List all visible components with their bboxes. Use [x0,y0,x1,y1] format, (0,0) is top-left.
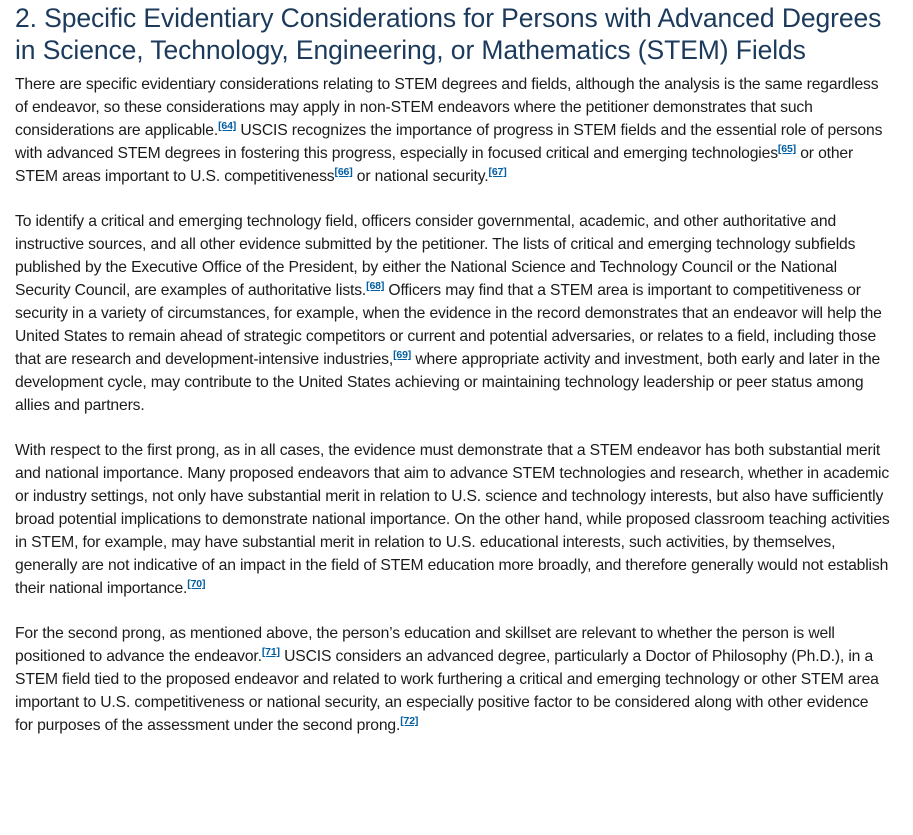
paragraph-text: USCIS recognizes the importance of progress in STEM fields and the essential role of persons with advanced STEM degrees in fostering this progress, especially in focused critical and emerging technologies [15,122,883,162]
paragraph-text: With respect to the first prong, as in all cases, the evidence must demonstrate that a STEM endeavor has both substantial merit and national importance. Many proposed endeavors that aim to advance STEM technologies and research, whether in academic or industry settings, not only have substantial merit in relation to U.S. science and technology interests, but also have sufficiently broad potential implications to demonstrate national importance. On the other hand, while proposed classroom teaching activities in STEM, for example, may have substantial merit in relation to U.S. educational interests, such activities, by themselves, generally are not indicative of an impact in the field of STEM education more broadly, and therefore generally would not establish their national importance. [15,442,890,597]
paragraphs-container [15,73,890,737]
footnote-ref [218,120,236,132]
paragraph-text: For the second prong, as mentioned above, the person’s education and skillset are relevant to whether the person is well positioned to advance the endeavor. [15,625,835,665]
footnote-ref [334,166,352,178]
footnote-ref [400,715,418,727]
footnote-ref [187,578,205,590]
footnote-link[interactable]: [68] [366,280,385,292]
paragraph-text: To identify a critical and emerging technology field, officers consider governmental, academic, and other authoritative and instructive sources, and all other evidence submitted by the petitioner. The lists of critical and emerging technology subfields published by the Executive Office of the President, by either the National Science and Technology Council or the National Security Council, are examples of authoritative lists. [15,213,856,299]
footnote-ref [488,166,506,178]
paragraph-text: Officers may find that a STEM area is important to competitiveness or security in a variety of circumstances, for example, when the evidence in the record demonstrates that an endeavor will help the United States to remain ahead of strategic competitors or current and potential adversaries, or relates to a field, including those that are research and development-intensive industries, [15,282,882,368]
paragraph-3 [15,439,890,600]
footnote-ref [393,349,411,361]
paragraph-text: or other STEM areas important to U.S. competitiveness [15,145,854,185]
paragraph-4 [15,622,890,737]
footnote-link[interactable]: [69] [393,349,412,361]
footnote-link[interactable]: [65] [777,143,796,155]
footnote-link[interactable]: [71] [261,646,280,658]
paragraph-1 [15,73,890,188]
footnote-link[interactable]: [70] [187,578,206,590]
footnote-link[interactable]: [66] [334,166,353,178]
section-heading: 2. Specific Evidentiary Considerations for Persons with Advanced Degrees in Science, Technology, Engineering, or Mathematics (STEM) Fields [15,3,882,65]
footnote-link[interactable]: [67] [488,166,507,178]
footnote-link[interactable]: [72] [400,715,419,727]
footnote-link[interactable]: [64] [218,120,237,132]
paragraph-text: or national security. [352,168,489,185]
document-body [15,0,890,759]
paragraph-2 [15,210,890,417]
footnote-ref [366,280,384,292]
paragraph-text: USCIS considers an advanced degree, particularly a Doctor of Philosophy (Ph.D.), in a STEM field tied to the proposed endeavor and related to work furthering a critical and emerging technology or other STEM area important to U.S. competitiveness or national security, an especially positive factor to be considered along with other evidence for purposes of the assessment under the second prong. [15,648,879,734]
paragraph-text: There are specific evidentiary considerations relating to STEM degrees and fields, although the analysis is the same regardless of endeavor, so these considerations may apply in non-STEM endeavors where the petitioner demonstrates that such considerations are applicable. [15,76,879,139]
footnote-ref [262,646,280,658]
footnote-ref [778,143,796,155]
paragraph-text: where appropriate activity and investment, both early and later in the development cycle, may contribute to the United States achieving or maintaining technology leadership or peer status among allies and partners. [15,351,881,414]
